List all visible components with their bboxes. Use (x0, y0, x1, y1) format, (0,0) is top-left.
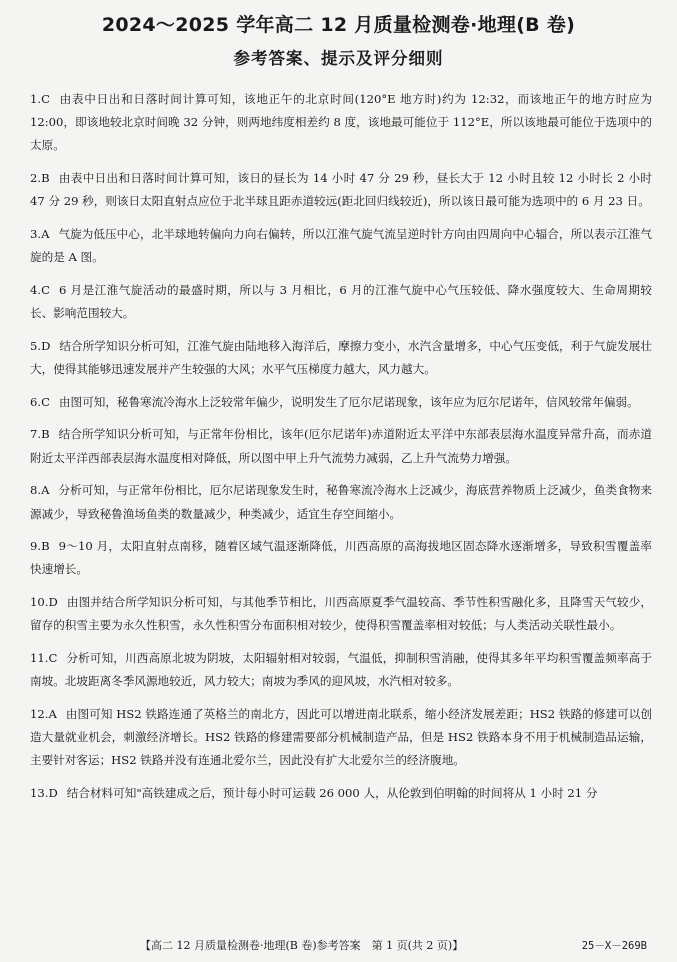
explanation-text: 分析可知，与正常年份相比，厄尔尼诺现象发生时，秘鲁寒流冷海水上泛减少，海底营养物质上泛减少，鱼类食物来源减少，导致秘鲁渔场鱼类的数量减少，种类减少，适宜生存空间缩小。 (30, 483, 652, 521)
explanation-text: 由图可知，秘鲁寒流冷海水上泛较常年偏少，说明发生了厄尔尼诺现象，该年应为厄尔尼诺年，信风较常年偏弱。 (58, 394, 639, 409)
question-number: 5. (30, 338, 42, 353)
answer-item (30, 88, 652, 158)
footer-code: 25－X－269B (581, 940, 647, 952)
answer-item (30, 335, 652, 381)
answer-letter: B (41, 539, 50, 554)
answer-item (30, 535, 652, 581)
page-title: 2024～2025 学年高二 12 月质量检测卷·地理(B 卷) (101, 14, 576, 36)
question-number: 2. (30, 171, 42, 186)
question-number: 1. (30, 92, 42, 106)
explanation-text: 由图可知 HS2 铁路连通了英格兰的南北方，因此可以增进南北联系，缩小经济发展差距；HS2 铁路的修建可以创造大量就业机会，刺激经济增长。HS2 铁路的修建需要部分机械制造产品，但是 HS2 铁路本身不用于机械制造品运输，主要针对客运；HS2 铁路并没有连通北爱尔兰，因此没有扩大北爱尔兰的经济腹地。 (30, 706, 652, 768)
footer-label: 【高二 12 月质量检测卷·地理(B 卷)参考答案 第 1 页(共 2 页)】 (140, 939, 464, 952)
question-number: 4. (30, 282, 42, 297)
answer-item (30, 391, 652, 414)
answer-letter: A (48, 706, 57, 721)
question-number: 6. (30, 394, 42, 409)
explanation-text: 气旋为低压中心，北半球地转偏向力向右偏转，所以江淮气旋气流呈逆时针方向由四周向中心辐合，所以表示江淮气旋的是 A 图。 (30, 227, 652, 265)
answer-letter: C (41, 92, 50, 106)
question-number: 12. (30, 706, 49, 721)
answer-letter: C (41, 394, 50, 409)
answer-letter: B (41, 171, 50, 186)
page-footer (0, 936, 677, 956)
answer-letter: D (41, 338, 51, 353)
question-number: 10. (30, 595, 49, 610)
answer-letter: D (48, 595, 58, 610)
answer-item (30, 279, 652, 325)
answer-letter: D (48, 786, 58, 801)
question-number: 7. (30, 427, 42, 442)
explanation-text: 由图并结合所学知识分析可知，与其他季节相比，川西高原夏季气温较高、季节性积雪融化多，且降雪天气较少，留存的积雪主要为永久性积雪，永久性积雪分布面积相对较少，使得积雪覆盖率相对较低；与人类活动关联性最小。 (30, 595, 652, 633)
question-number: 3. (30, 227, 42, 242)
explanation-text: 6 月是江淮气旋活动的最盛时期，所以与 3 月相比，6 月的江淮气旋中心气压较低、降水强度较大、生命周期较长、影响范围较大。 (30, 282, 652, 321)
answer-letter: C (48, 651, 58, 666)
answer-letter: A (41, 483, 50, 498)
answer-item (30, 703, 652, 773)
answer-item (30, 591, 652, 637)
answer-item (30, 223, 652, 269)
explanation-text: 结合所学知识分析可知，江淮气旋由陆地移入海洋后，摩擦力变小，水汽含量增多，中心气压变低，利于气旋发展壮大，使得其能够迅速发展并产生较强的大风；水平气压梯度力越大，风力越大。 (30, 338, 652, 377)
page-subtitle: 参考答案、提示及评分细则 (233, 49, 444, 68)
explanation-text: 结合材料可知"高铁建成之后，预计每小时可运载 26 000 人，从伦敦到伯明翰的时间将从 1 小时 21 分 (66, 786, 598, 801)
answer-item (30, 782, 652, 805)
question-number: 9. (30, 539, 42, 554)
answer-letter: B (41, 427, 50, 442)
question-number: 11. (30, 651, 49, 666)
explanation-text: 结合所学知识分析可知，与正常年份相比，该年(厄尔尼诺年)赤道附近太平洋中东部表层海水温度异常升高，而赤道附近太平洋西部表层海水温度相对降低，所以图中甲上升气流势力减弱，乙上升气流势力增强。 (30, 427, 652, 465)
question-number: 8. (30, 483, 42, 498)
answer-item (30, 479, 652, 525)
answer-letter: C (41, 282, 50, 297)
explanation-text: 由表中日出和日落时间计算可知，该日的昼长为 14 小时 47 分 29 秒，昼长大于 12 小时且较 12 小时长 2 小时 47 分 29 秒，则该日太阳直射点应位于北半球且距赤道较远(距北回归线较近)，所以该日最可能为选项中的 6 月 23 日。 (30, 171, 652, 209)
answer-item (30, 167, 652, 213)
answer-item (30, 647, 652, 693)
explanation-text: 分析可知，川西高原北坡为阴坡，太阳辐射相对较弱，气温低，抑制积雪消融，使得其多年平均积雪覆盖频率高于南坡。北坡距离冬季风源地较近，风力较大；南坡为季风的迎风坡，水汽相对较多。 (30, 651, 652, 689)
question-number: 13. (30, 786, 49, 801)
explanation-text: 由表中日出和日落时间计算可知，该地正午的北京时间(120°E 地方时)约为 12:32，而该地正午的地方时应为 12:00，即该地较北京时间晚 32 分钟，则两地纬度相差约 8 度，该地最可能位于 112°E，所以该地最可能位于选项中的太原。 (30, 92, 652, 153)
answer-item (30, 423, 652, 469)
answer-letter: A (41, 227, 50, 242)
explanation-text: 9～10 月，太阳直射点南移，随着区域气温逐渐降低，川西高原的高海拔地区固态降水逐渐增多，导致积雪覆盖率快速增长。 (30, 539, 652, 577)
answer-list (30, 88, 652, 815)
